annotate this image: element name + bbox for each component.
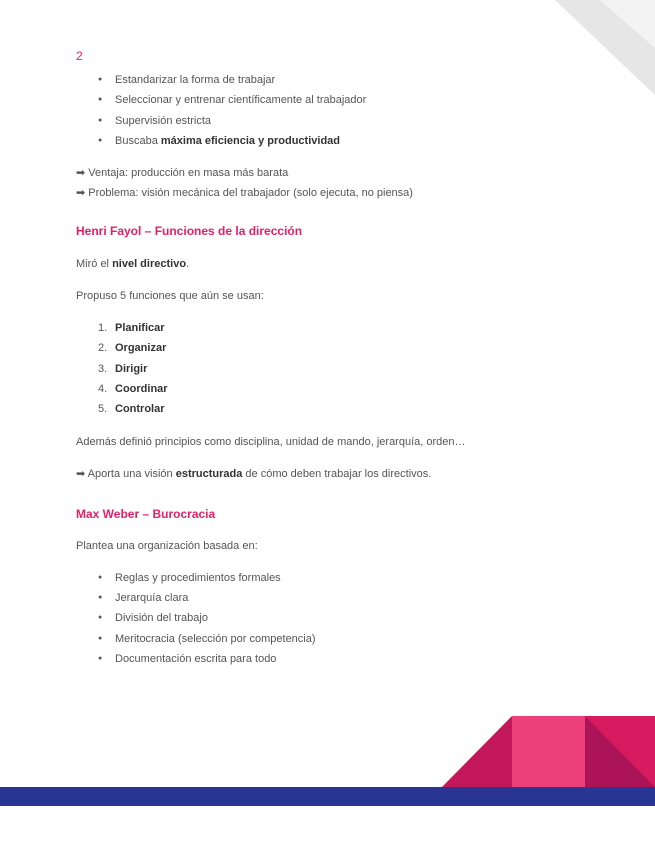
list-item: ● Documentación escrita para todo <box>98 649 596 669</box>
list-item: ● Seleccionar y entrenar científicamente al trabajador <box>98 90 596 110</box>
fayol-propuso: Propuso 5 funciones que aún se usan: <box>76 290 264 303</box>
arrow-icon: ➡ <box>76 167 86 180</box>
list-item: ● Estandarizar la forma de trabajar <box>98 70 596 90</box>
list-item: 5. Controlar <box>98 403 165 416</box>
fayol-functions-list <box>76 318 596 419</box>
list-item: ● Reglas y procedimientos formales <box>98 568 596 588</box>
weber-intro: Plantea una organización basada en: <box>76 539 258 552</box>
list-item: 4. Coordinar <box>98 383 168 396</box>
list-item: ● Buscaba máxima eficiencia y productividad <box>98 131 596 151</box>
list-item: 1. Planificar <box>98 322 165 335</box>
list-item: ● Supervisión estricta <box>98 111 596 131</box>
weber-features-list <box>76 568 596 669</box>
arrow-icon: ➡ <box>76 187 86 200</box>
fayol-heading: Henri Fayol – Funciones de la dirección <box>76 224 303 239</box>
arrow-icon: ➡ <box>76 467 86 480</box>
fayol-aporta: ➡ Aporta una visión estructurada de cómo deben trabajar los directivos. <box>76 467 432 480</box>
list-item: ● Jerarquía clara <box>98 588 596 608</box>
weber-heading: Max Weber – Burocracia <box>76 506 216 521</box>
taylor-principles-list <box>76 70 596 151</box>
document-body <box>76 70 596 669</box>
footer-decoration <box>0 712 655 848</box>
fayol-intro: Miró el nivel directivo. <box>76 258 190 271</box>
list-item: ● Meritocracia (selección por competencia) <box>98 629 596 649</box>
list-item: 3. Dirigir <box>98 362 148 375</box>
list-item: 2. Organizar <box>98 342 167 355</box>
taylor-problema: ➡ Problema: visión mecánica del trabajador (solo ejecuta, no piensa) <box>76 187 413 200</box>
page-number: 2 <box>76 49 83 63</box>
fayol-principios: Además definió principios como disciplina, unidad de mando, jerarquía, orden… <box>76 435 466 448</box>
taylor-ventaja: ➡ Ventaja: producción en masa más barata <box>76 167 289 180</box>
list-item: ● División del trabajo <box>98 608 596 628</box>
